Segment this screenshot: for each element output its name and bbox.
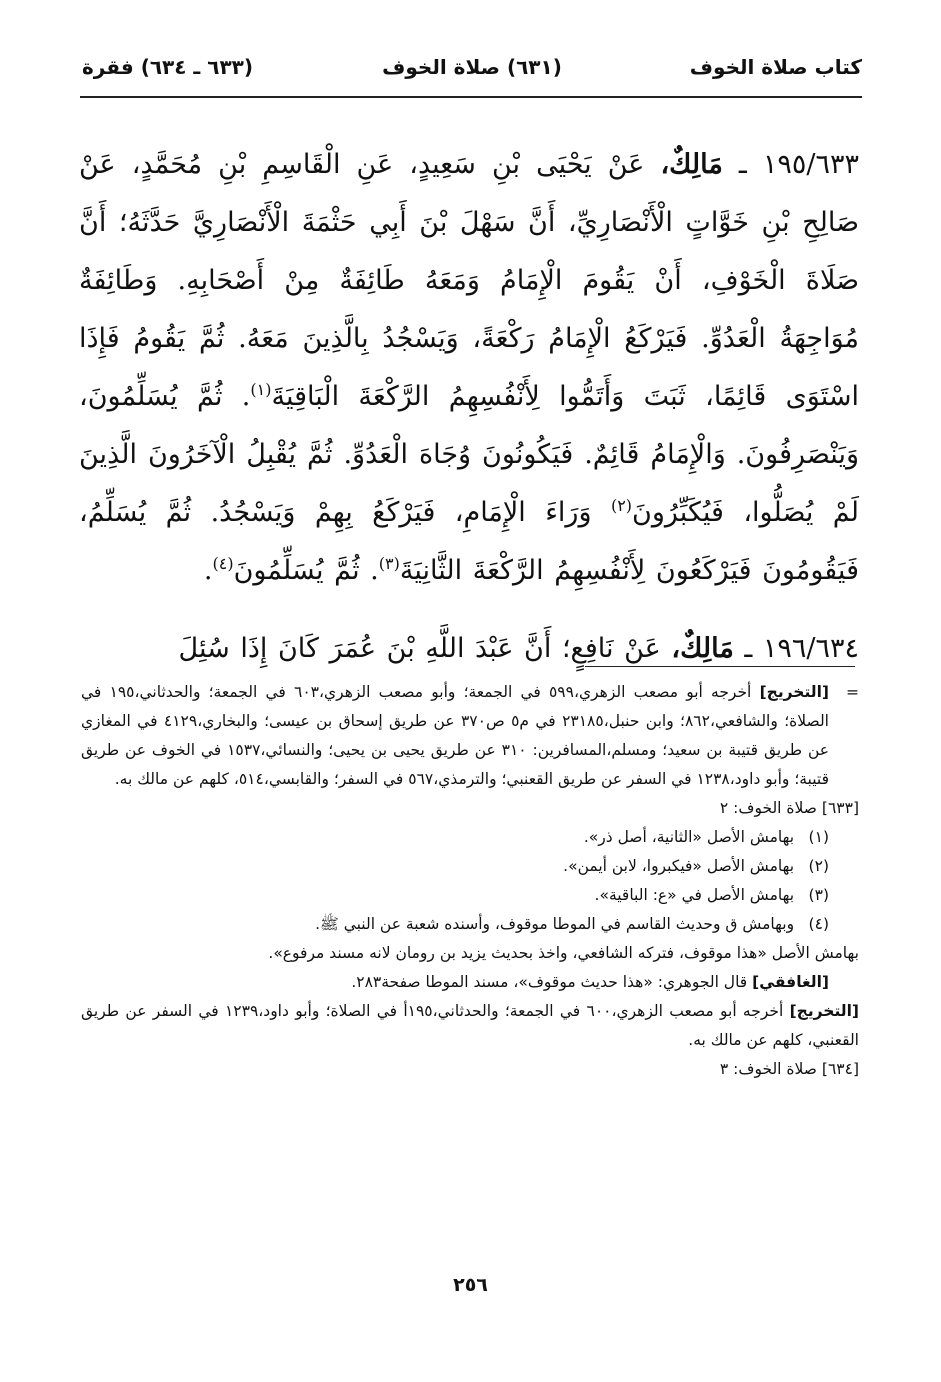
footnotes bbox=[81, 678, 859, 1084]
footnote-4 bbox=[81, 910, 859, 939]
footnote-text: بهامش الأصل «الثانية، أصل ذر». bbox=[583, 828, 795, 846]
ghafiqi-label: [الغافقي] bbox=[752, 973, 829, 991]
footnote-4-continuation bbox=[81, 939, 859, 968]
ghafiqi-text: قال الجوهري: «هذا حديث موقوف»، مسند الموطا صفحة٢٨٣. bbox=[351, 973, 748, 991]
footnote-3 bbox=[81, 881, 859, 910]
footnote-2 bbox=[81, 852, 859, 881]
continuation-sign: = bbox=[846, 683, 859, 701]
narrator-malik: مَالِكٌ، bbox=[671, 633, 734, 664]
footnote-text: وبهامش ق وحديث القاسم في الموطا موقوف، وأسنده شعبة عن النبي ﷺ. bbox=[315, 915, 795, 933]
ref-634 bbox=[81, 1055, 859, 1084]
hadith-text: وَرَاءَ الْإِمَامِ، فَيَرْكَعُ بِهِمْ وَيَسْجُدُ. ثُمَّ يُسَلِّمُ، فَيَقُومُونَ فَيَرْكَعُونَ لِأَنْفُسِهِمُ الرَّكْعَةَ الثَّانِيَةَ bbox=[79, 497, 859, 586]
takhrij-text: أخرجه أبو مصعب الزهري،٦٠٠ في الجمعة؛ والحدثاني،١٩٥أ في الصلاة؛ وأبو داود،١٢٣٩ في السفر عن طريق القعنبي، كلهم عن مالك به. bbox=[81, 1002, 859, 1049]
takhrij-634 bbox=[81, 997, 859, 1055]
hadith-text: عَنْ يَحْيَى بْنِ سَعِيدٍ، عَنِ الْقَاسِمِ بْنِ مُحَمَّدٍ، عَنْ صَالِحِ بْنِ خَوَّاتٍ الْأَنْصَارِيِّ، أَنَّ سَهْلَ بْنَ أَبِي حَثْمَةَ الْأَنْصَارِيَّ حَدَّثَهُ؛ أَنَّ صَلَاةَ الْخَوْفِ، أَنْ يَقُومَ الْإِمَامُ وَمَعَهُ طَائِفَةٌ مِنْ أَصْحَابِهِ. وَطَائِفَةٌ مُوَاجِهَةُ الْعَدُوِّ. فَيَرْكَعُ الْإِمَامُ رَكْعَةً، وَيَسْجُدُ بِالَّذِينَ مَعَهُ. ثُمَّ يَقُومُ فَإِذَا اسْتَوَى قَائِمًا، ثَبَتَ وَأَتَمُّوا لِأَنْفُسِهِمُ الرَّكْعَةَ الْبَاقِيَةَ bbox=[79, 149, 859, 412]
takhrij-label: [التخريج] bbox=[789, 1002, 860, 1020]
footnote-text: بهامش الأصل «فيكبروا، لابن أيمن». bbox=[563, 857, 795, 875]
header-paragraph-range: (٦٣٣ ـ ٦٣٤) فقرة bbox=[82, 55, 253, 79]
dash: ـ bbox=[744, 633, 753, 664]
continued-takhrij bbox=[81, 678, 859, 794]
hadith-number: ١٩٦/٦٣٤ bbox=[762, 633, 859, 664]
main-text bbox=[79, 136, 859, 678]
footnote-text: بهامش الأصل «هذا موقوف، فتركه الشافعي، واخذ بحديث يزيد بن رومان لانه مسند مرفوع». bbox=[268, 944, 859, 962]
header-rule bbox=[80, 96, 862, 98]
ref-number: [٦٣٣] bbox=[821, 799, 859, 817]
page-number: ٢٥٦ bbox=[453, 1274, 488, 1296]
takhrij-label: [التخريج] bbox=[759, 683, 829, 701]
narrator-malik: مَالِكٌ، bbox=[660, 149, 723, 180]
footnote-number: (١) bbox=[808, 828, 829, 846]
hadith-paragraph-633 bbox=[79, 136, 859, 600]
footnote-number: (٣) bbox=[808, 886, 829, 904]
footnote-number: (٢) bbox=[808, 857, 829, 875]
footnote-marker: (٣) bbox=[378, 554, 400, 573]
hadith-text: عَنْ نَافِعٍ؛ أَنَّ عَبْدَ اللَّهِ بْنَ عُمَرَ كَانَ إِذَا سُئِلَ bbox=[178, 633, 661, 664]
footnote-marker: (٢) bbox=[610, 496, 633, 515]
header-chapter-title: (٦٣١) صلاة الخوف bbox=[382, 55, 562, 79]
header-book-title: كتاب صلاة الخوف bbox=[689, 55, 862, 79]
hadith-paragraph-634 bbox=[79, 620, 859, 678]
ghafiqi-note bbox=[81, 968, 859, 997]
takhrij-text: أخرجه أبو مصعب الزهري،٥٩٩ في الجمعة؛ وأبو مصعب الزهري،٦٠٣ في الجمعة؛ والحدثاني،١٩٥ في الصلاة؛ والشافعي،٨٦٢؛ وابن حنبل،٢٣١٨٥ في م٥ ص٣٧٠ عن طريق إسحاق بن عيسى؛ والبخاري،٤١٢٩ في المغازي عن طريق قتيبة بن سعيد؛ ومسلم،المسافرين: ٣١٠ عن طريق يحيى بن يحيى؛ والنسائي،١٥٣٧ في الخوف عن طريق قتيبة؛ وأبو داود،١٢٣٨ في السفر عن طريق القعنبي؛ والترمذي،٥٦٧ في السفر؛ والقابسي،٥١٤، كلهم عن مالك به. bbox=[81, 683, 829, 788]
running-header bbox=[82, 55, 862, 89]
footnote-number: (٤) bbox=[808, 915, 829, 933]
footnote-marker: (٤) bbox=[212, 554, 234, 573]
dash: ـ bbox=[738, 149, 747, 180]
hadith-number: ١٩٥/٦٣٣ bbox=[762, 149, 859, 180]
footnote-marker: (١) bbox=[250, 380, 272, 399]
ref-text: صلاة الخوف: ٢ bbox=[719, 799, 817, 817]
period: . bbox=[203, 555, 213, 586]
footnote-text: بهامش الأصل في «ع: الباقية». bbox=[594, 886, 795, 904]
ref-633 bbox=[81, 794, 859, 823]
hadith-text: . ثُمَّ يُسَلِّمُونَ bbox=[233, 555, 379, 586]
ref-number: [٦٣٤] bbox=[821, 1060, 859, 1078]
ref-text: صلاة الخوف: ٣ bbox=[719, 1060, 817, 1078]
footnote-separator bbox=[585, 666, 855, 667]
footnote-1 bbox=[81, 823, 859, 852]
hadith-text: . ثُمَّ يُسَلِّمُونَ، وَيَنْصَرِفُونَ. وَالْإِمَامُ قَائِمٌ. فَيَكُونُونَ وُجَاهَ الْعَدُوِّ. ثُمَّ يُقْبِلُ الْآخَرُونَ الَّذِينَ لَمْ يُصَلُّوا، فَيُكَبِّرُونَ bbox=[79, 381, 859, 528]
